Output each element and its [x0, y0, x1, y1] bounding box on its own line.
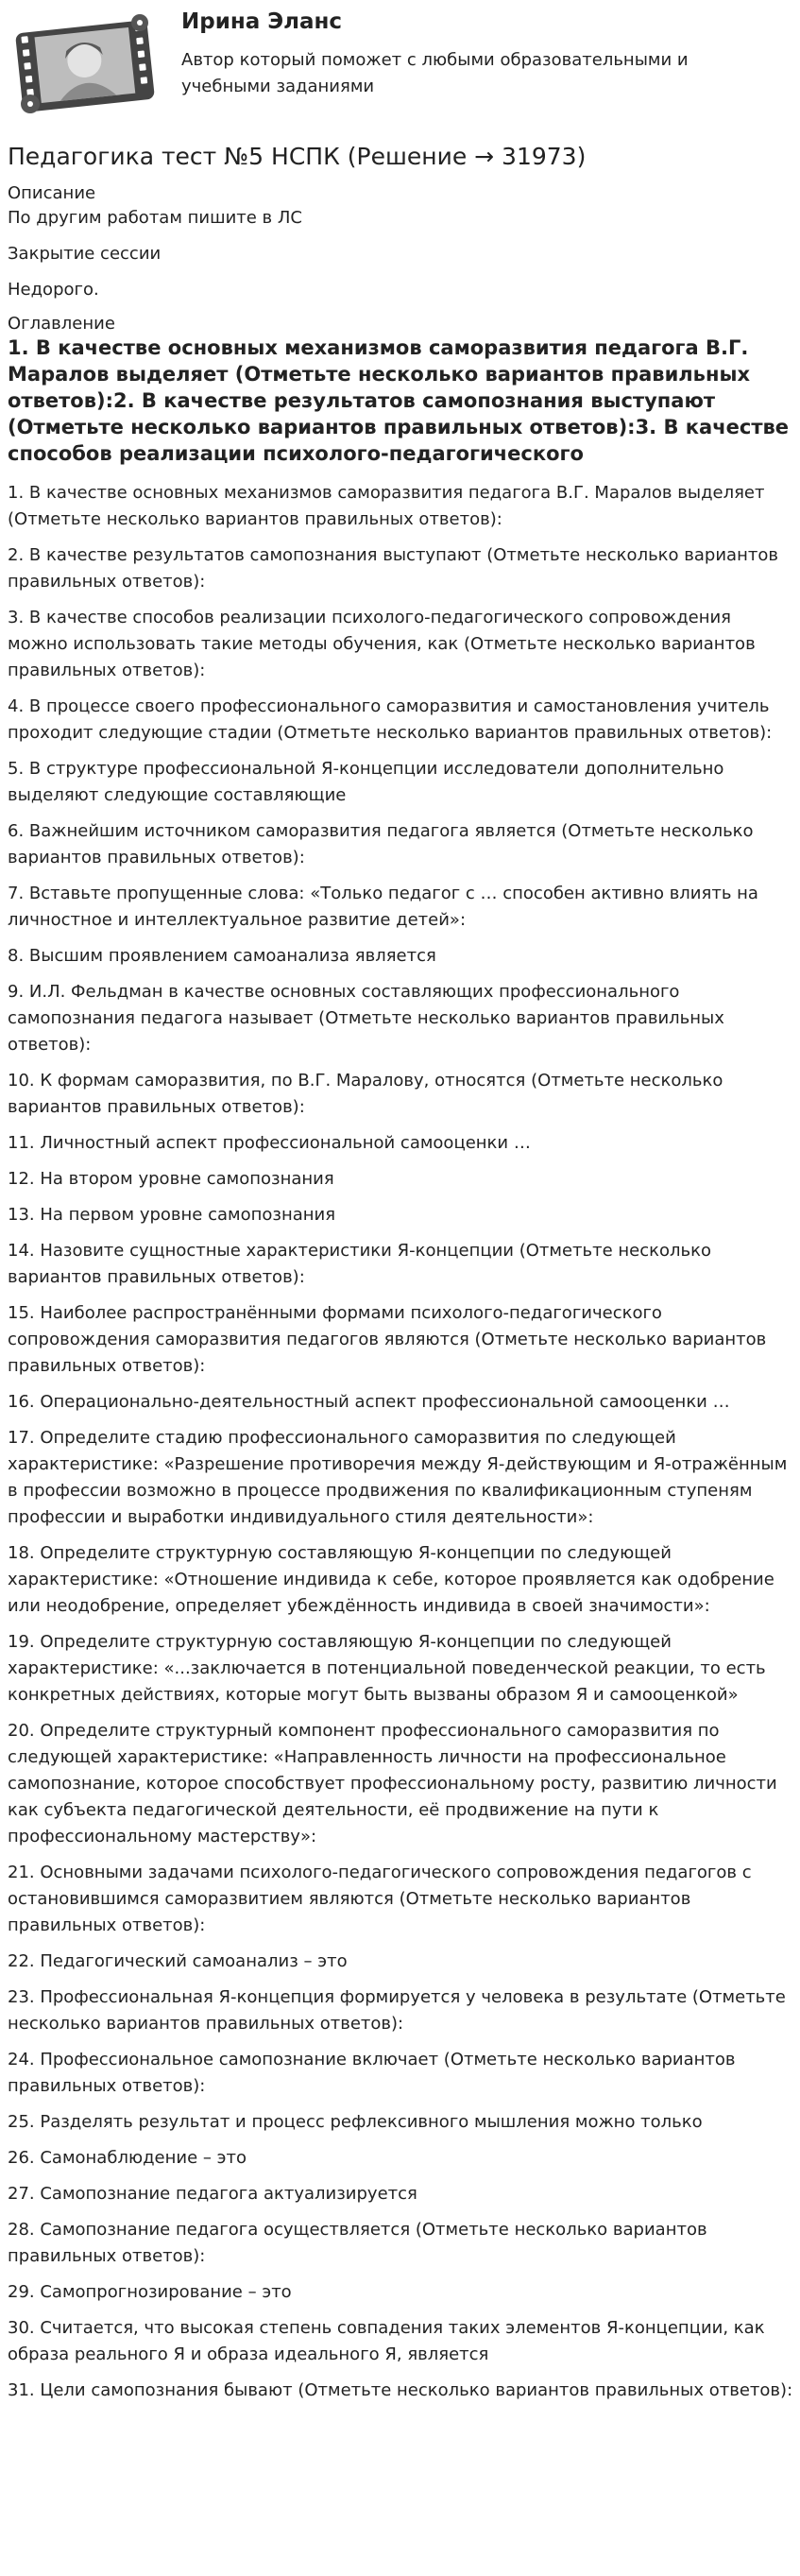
question-item: 19. Определите структурную составляющую Я-концепции по следующей характеристике: «...заключается в потенциальной поведенческой реакции, то есть конкретных действиях, которые могут быть вызваны образом Я и самооценкой» — [8, 1632, 766, 1705]
question-item: 28. Самопознание педагога осуществляется (Отметьте несколько вариантов правильных ответов): — [8, 2220, 707, 2266]
question-item: 25. Разделять результат и процесс рефлексивного мышления можно только — [8, 2112, 703, 2132]
question-item: 7. Вставьте пропущенные слова: «Только педагог с … способен активно влиять на личностное и интеллектуальное развитие детей»: — [8, 884, 758, 930]
question-item: 11. Личностный аспект профессиональной самооценки … — [8, 1133, 531, 1153]
question-item: 15. Наиболее распространёнными формами психолого-педагогического сопровождения саморазвития педагогов являются (Отметьте несколько вариантов правильных ответов): — [8, 1303, 767, 1376]
question-item: 26. Самонаблюдение – это — [8, 2148, 247, 2168]
question-item: 8. Высшим проявлением самоанализа является — [8, 946, 436, 966]
question-item: 4. В процессе своего профессионального саморазвития и самостановления учитель проходит следующие стадии (Отметьте несколько вариантов правильных ответов): — [8, 696, 773, 743]
question-item: 30. Считается, что высокая степень совпадения таких элементов Я-концепции, как образа реального Я и образа идеального Я, является — [8, 2318, 765, 2364]
author-block — [8, 0, 794, 130]
description-line: Недорого. — [8, 280, 99, 300]
question-item: 23. Профессиональная Я-концепция формируется у человека в результате (Отметьте несколько вариантов правильных ответов): — [8, 1987, 786, 2034]
question-item: 14. Назовите сущностные характеристики Я-концепции (Отметьте несколько вариантов правильных ответов): — [8, 1241, 712, 1287]
description-label: Описание — [8, 183, 96, 203]
description-line: По другим работам пишите в ЛС — [8, 208, 302, 228]
author-avatar[interactable] — [13, 11, 157, 117]
question-item: 18. Определите структурную составляющую Я-концепции по следующей характеристике: «Отношение индивида к себе, которое проявляется как одобрение или неодобрение, определяет убеждённость индивида в своей значимости»: — [8, 1543, 774, 1616]
question-item: 6. Важнейшим источником саморазвития педагога является (Отметьте несколько вариантов правильных ответов): — [8, 821, 754, 867]
question-item: 24. Профессиональное самопознание включает (Отметьте несколько вариантов правильных ответов): — [8, 2050, 736, 2096]
question-item: 1. В качестве основных механизмов саморазвития педагога В.Г. Маралов выделяет (Отметьте несколько вариантов правильных ответов): — [8, 483, 765, 529]
toc-label: Оглавление — [8, 314, 115, 334]
question-item: 16. Операционально-деятельностный аспект профессиональной самооценки … — [8, 1392, 730, 1412]
work-title: Педагогика тест №5 НСПК (Решение → 31973) — [8, 143, 587, 170]
author-name[interactable]: Ирина Эланс — [181, 9, 343, 34]
question-item: 27. Самопознание педагога актуализируется — [8, 2184, 417, 2204]
question-item: 13. На первом уровне самопознания — [8, 1205, 336, 1225]
question-item: 22. Педагогический самоанализ – это — [8, 1951, 348, 1971]
question-item: 31. Цели самопознания бывают (Отметьте несколько вариантов правильных ответов): — [8, 2380, 793, 2400]
question-item: 3. В качестве способов реализации психолого-педагогического сопровождения можно использовать такие методы обучения, как (Отметьте несколько вариантов правильных ответов): — [8, 608, 756, 680]
author-description: Автор который поможет с любыми образовательными и учебными заданиями — [181, 50, 689, 96]
question-list — [8, 480, 794, 2404]
description-line: Закрытие сессии — [8, 244, 162, 264]
question-item: 29. Самопрогнозирование – это — [8, 2282, 292, 2302]
question-item: 21. Основными задачами психолого-педагогического сопровождения педагогов с остановившимся саморазвитием являются (Отметьте несколько вариантов правильных ответов): — [8, 1863, 752, 1935]
toc-text: 1. В качестве основных механизмов саморазвития педагога В.Г. Маралов выделяет (Отметьте несколько вариантов правильных ответов):2. В качестве результатов самопознания выступают (Отметьте несколько вариантов правильных ответов):3. В качестве способов реализации психолого-педагогического — [8, 336, 790, 465]
question-item: 12. На втором уровне самопознания — [8, 1169, 334, 1189]
question-item: 2. В качестве результатов самопознания выступают (Отметьте несколько вариантов правильных ответов): — [8, 545, 778, 592]
question-item: 17. Определите стадию профессионального саморазвития по следующей характеристике: «Разрешение противоречия между Я-действующим и Я-отражённым в профессии возможно в процессе продвижения по квалификационным ступеням профессии и выработки индивидуального стиля деятельности»: — [8, 1428, 788, 1527]
question-item: 10. К формам саморазвития, по В.Г. Маралову, относятся (Отметьте несколько вариантов правильных ответов): — [8, 1071, 723, 1117]
question-item: 20. Определите структурный компонент профессионального саморазвития по следующей характеристике: «Направленность личности на профессиональное самопознание, которое способствует профессиональному росту, развитию личности как субъекта педагогической деятельности, её продвижение на пути к профессиональному мастерству»: — [8, 1721, 777, 1846]
question-item: 9. И.Л. Фельдман в качестве основных составляющих профессионального самопознания педагога называет (Отметьте несколько вариантов правильных ответов): — [8, 982, 724, 1055]
question-item: 5. В структуре профессиональной Я-концепции исследователи дополнительно выделяют следующие составляющие — [8, 759, 724, 805]
